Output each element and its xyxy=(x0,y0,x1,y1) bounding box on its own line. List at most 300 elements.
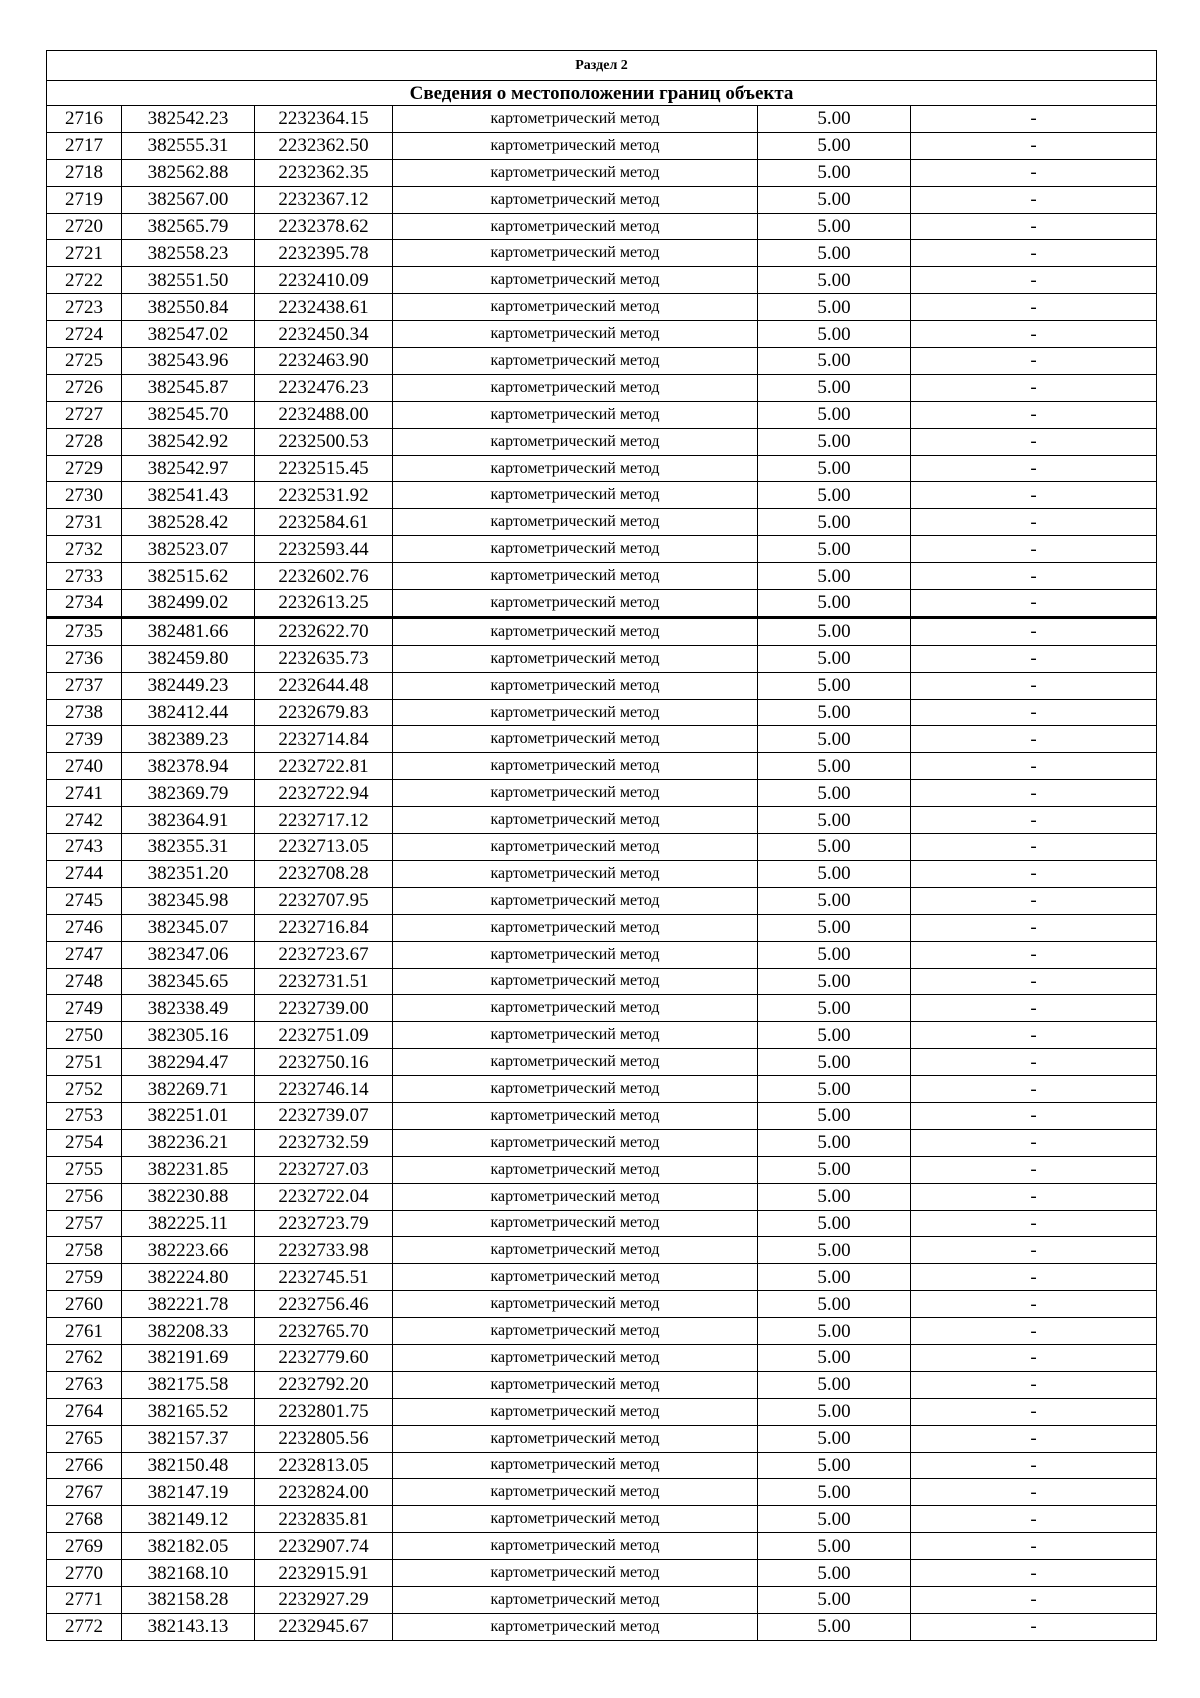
point-number-cell: 2771 xyxy=(47,1586,122,1613)
note-cell: - xyxy=(911,1318,1157,1345)
x-coordinate-cell: 382157.37 xyxy=(122,1425,255,1452)
method-cell: картометрический метод xyxy=(393,321,758,348)
note-cell: - xyxy=(911,645,1157,672)
note-cell: - xyxy=(911,914,1157,941)
y-coordinate-cell: 2232727.03 xyxy=(255,1156,393,1183)
x-coordinate-cell: 382345.65 xyxy=(122,968,255,995)
x-coordinate-cell: 382369.79 xyxy=(122,780,255,807)
y-coordinate-cell: 2232362.50 xyxy=(255,132,393,159)
method-cell: картометрический метод xyxy=(393,267,758,294)
note-cell: - xyxy=(911,1022,1157,1049)
point-number-cell: 2763 xyxy=(47,1371,122,1398)
y-coordinate-cell: 2232679.83 xyxy=(255,699,393,726)
accuracy-cell: 5.00 xyxy=(758,699,911,726)
method-cell: картометрический метод xyxy=(393,1452,758,1479)
note-cell: - xyxy=(911,1613,1157,1640)
table-row xyxy=(47,860,1157,887)
point-number-cell: 2766 xyxy=(47,1452,122,1479)
accuracy-cell: 5.00 xyxy=(758,1560,911,1587)
y-coordinate-cell: 2232739.00 xyxy=(255,995,393,1022)
method-cell: картометрический метод xyxy=(393,699,758,726)
x-coordinate-cell: 382412.44 xyxy=(122,699,255,726)
point-number-cell: 2719 xyxy=(47,186,122,213)
note-cell: - xyxy=(911,726,1157,753)
accuracy-cell: 5.00 xyxy=(758,1425,911,1452)
x-coordinate-cell: 382143.13 xyxy=(122,1613,255,1640)
x-coordinate-cell: 382149.12 xyxy=(122,1506,255,1533)
point-number-cell: 2757 xyxy=(47,1210,122,1237)
point-number-cell: 2717 xyxy=(47,132,122,159)
accuracy-cell: 5.00 xyxy=(758,645,911,672)
note-cell: - xyxy=(911,995,1157,1022)
accuracy-cell: 5.00 xyxy=(758,536,911,563)
y-coordinate-cell: 2232765.70 xyxy=(255,1318,393,1345)
note-cell: - xyxy=(911,860,1157,887)
accuracy-cell: 5.00 xyxy=(758,753,911,780)
y-coordinate-cell: 2232602.76 xyxy=(255,563,393,590)
table-row xyxy=(47,1506,1157,1533)
note-cell: - xyxy=(911,240,1157,267)
x-coordinate-cell: 382547.02 xyxy=(122,321,255,348)
note-cell: - xyxy=(911,321,1157,348)
point-number-cell: 2751 xyxy=(47,1049,122,1076)
method-cell: картометрический метод xyxy=(393,1560,758,1587)
y-coordinate-cell: 2232463.90 xyxy=(255,348,393,375)
x-coordinate-cell: 382345.07 xyxy=(122,914,255,941)
method-cell: картометрический метод xyxy=(393,1344,758,1371)
method-cell: картометрический метод xyxy=(393,1102,758,1129)
x-coordinate-cell: 382542.92 xyxy=(122,428,255,455)
table-row xyxy=(47,590,1157,618)
method-cell: картометрический метод xyxy=(393,536,758,563)
method-cell: картометрический метод xyxy=(393,213,758,240)
point-number-cell: 2734 xyxy=(47,590,122,618)
x-coordinate-cell: 382542.23 xyxy=(122,106,255,133)
table-row xyxy=(47,401,1157,428)
note-cell: - xyxy=(911,1237,1157,1264)
y-coordinate-cell: 2232716.84 xyxy=(255,914,393,941)
method-cell: картометрический метод xyxy=(393,132,758,159)
x-coordinate-cell: 382523.07 xyxy=(122,536,255,563)
y-coordinate-cell: 2232779.60 xyxy=(255,1344,393,1371)
x-coordinate-cell: 382528.42 xyxy=(122,509,255,536)
table-row xyxy=(47,1398,1157,1425)
accuracy-cell: 5.00 xyxy=(758,617,911,645)
note-cell: - xyxy=(911,213,1157,240)
point-number-cell: 2772 xyxy=(47,1613,122,1640)
section-title: Сведения о местоположении границ объекта xyxy=(47,81,1157,106)
point-number-cell: 2750 xyxy=(47,1022,122,1049)
accuracy-cell: 5.00 xyxy=(758,428,911,455)
point-number-cell: 2747 xyxy=(47,941,122,968)
y-coordinate-cell: 2232907.74 xyxy=(255,1533,393,1560)
table-row xyxy=(47,267,1157,294)
y-coordinate-cell: 2232708.28 xyxy=(255,860,393,887)
table-row xyxy=(47,294,1157,321)
y-coordinate-cell: 2232500.53 xyxy=(255,428,393,455)
point-number-cell: 2744 xyxy=(47,860,122,887)
x-coordinate-cell: 382208.33 xyxy=(122,1318,255,1345)
table-row xyxy=(47,240,1157,267)
note-cell: - xyxy=(911,1102,1157,1129)
point-number-cell: 2722 xyxy=(47,267,122,294)
boundary-table xyxy=(46,50,1157,1641)
x-coordinate-cell: 382551.50 xyxy=(122,267,255,294)
accuracy-cell: 5.00 xyxy=(758,294,911,321)
note-cell: - xyxy=(911,1129,1157,1156)
section-label-row xyxy=(47,51,1157,81)
y-coordinate-cell: 2232733.98 xyxy=(255,1237,393,1264)
note-cell: - xyxy=(911,617,1157,645)
x-coordinate-cell: 382223.66 xyxy=(122,1237,255,1264)
y-coordinate-cell: 2232723.79 xyxy=(255,1210,393,1237)
point-number-cell: 2755 xyxy=(47,1156,122,1183)
table-row xyxy=(47,509,1157,536)
accuracy-cell: 5.00 xyxy=(758,563,911,590)
note-cell: - xyxy=(911,106,1157,133)
table-row xyxy=(47,1102,1157,1129)
y-coordinate-cell: 2232805.56 xyxy=(255,1425,393,1452)
x-coordinate-cell: 382269.71 xyxy=(122,1076,255,1103)
point-number-cell: 2753 xyxy=(47,1102,122,1129)
point-number-cell: 2731 xyxy=(47,509,122,536)
table-row xyxy=(47,699,1157,726)
note-cell: - xyxy=(911,1344,1157,1371)
x-coordinate-cell: 382499.02 xyxy=(122,590,255,618)
note-cell: - xyxy=(911,699,1157,726)
x-coordinate-cell: 382338.49 xyxy=(122,995,255,1022)
accuracy-cell: 5.00 xyxy=(758,213,911,240)
table-row xyxy=(47,159,1157,186)
point-number-cell: 2761 xyxy=(47,1318,122,1345)
method-cell: картометрический метод xyxy=(393,968,758,995)
note-cell: - xyxy=(911,1586,1157,1613)
table-row xyxy=(47,132,1157,159)
y-coordinate-cell: 2232756.46 xyxy=(255,1291,393,1318)
table-row xyxy=(47,1156,1157,1183)
accuracy-cell: 5.00 xyxy=(758,780,911,807)
method-cell: картометрический метод xyxy=(393,995,758,1022)
x-coordinate-cell: 382150.48 xyxy=(122,1452,255,1479)
point-number-cell: 2735 xyxy=(47,617,122,645)
table-row xyxy=(47,186,1157,213)
method-cell: картометрический метод xyxy=(393,1318,758,1345)
note-cell: - xyxy=(911,267,1157,294)
point-number-cell: 2768 xyxy=(47,1506,122,1533)
x-coordinate-cell: 382168.10 xyxy=(122,1560,255,1587)
x-coordinate-cell: 382459.80 xyxy=(122,645,255,672)
point-number-cell: 2739 xyxy=(47,726,122,753)
note-cell: - xyxy=(911,1479,1157,1506)
point-number-cell: 2745 xyxy=(47,887,122,914)
point-number-cell: 2769 xyxy=(47,1533,122,1560)
section-title-row xyxy=(47,81,1157,106)
table-row xyxy=(47,321,1157,348)
accuracy-cell: 5.00 xyxy=(758,1237,911,1264)
x-coordinate-cell: 382182.05 xyxy=(122,1533,255,1560)
method-cell: картометрический метод xyxy=(393,1049,758,1076)
note-cell: - xyxy=(911,1183,1157,1210)
point-number-cell: 2740 xyxy=(47,753,122,780)
point-number-cell: 2754 xyxy=(47,1129,122,1156)
table-row xyxy=(47,563,1157,590)
accuracy-cell: 5.00 xyxy=(758,267,911,294)
table-row xyxy=(47,1371,1157,1398)
method-cell: картометрический метод xyxy=(393,1210,758,1237)
x-coordinate-cell: 382251.01 xyxy=(122,1102,255,1129)
method-cell: картометрический метод xyxy=(393,509,758,536)
note-cell: - xyxy=(911,807,1157,834)
y-coordinate-cell: 2232713.05 xyxy=(255,834,393,861)
y-coordinate-cell: 2232450.34 xyxy=(255,321,393,348)
note-cell: - xyxy=(911,941,1157,968)
x-coordinate-cell: 382555.31 xyxy=(122,132,255,159)
y-coordinate-cell: 2232488.00 xyxy=(255,401,393,428)
x-coordinate-cell: 382175.58 xyxy=(122,1371,255,1398)
note-cell: - xyxy=(911,509,1157,536)
table-row xyxy=(47,348,1157,375)
accuracy-cell: 5.00 xyxy=(758,672,911,699)
point-number-cell: 2721 xyxy=(47,240,122,267)
point-number-cell: 2764 xyxy=(47,1398,122,1425)
accuracy-cell: 5.00 xyxy=(758,860,911,887)
table-row xyxy=(47,374,1157,401)
method-cell: картометрический метод xyxy=(393,1586,758,1613)
note-cell: - xyxy=(911,348,1157,375)
section-label: Раздел 2 xyxy=(47,51,1157,81)
point-number-cell: 2743 xyxy=(47,834,122,861)
method-cell: картометрический метод xyxy=(393,374,758,401)
note-cell: - xyxy=(911,968,1157,995)
method-cell: картометрический метод xyxy=(393,1479,758,1506)
point-number-cell: 2756 xyxy=(47,1183,122,1210)
x-coordinate-cell: 382345.98 xyxy=(122,887,255,914)
y-coordinate-cell: 2232792.20 xyxy=(255,1371,393,1398)
point-number-cell: 2737 xyxy=(47,672,122,699)
point-number-cell: 2718 xyxy=(47,159,122,186)
table-row xyxy=(47,914,1157,941)
accuracy-cell: 5.00 xyxy=(758,590,911,618)
x-coordinate-cell: 382224.80 xyxy=(122,1264,255,1291)
table-row xyxy=(47,968,1157,995)
point-number-cell: 2725 xyxy=(47,348,122,375)
y-coordinate-cell: 2232584.61 xyxy=(255,509,393,536)
table-row xyxy=(47,1022,1157,1049)
x-coordinate-cell: 382230.88 xyxy=(122,1183,255,1210)
table-row xyxy=(47,1318,1157,1345)
accuracy-cell: 5.00 xyxy=(758,186,911,213)
point-number-cell: 2767 xyxy=(47,1479,122,1506)
method-cell: картометрический метод xyxy=(393,1506,758,1533)
table-row xyxy=(47,1129,1157,1156)
point-number-cell: 2746 xyxy=(47,914,122,941)
accuracy-cell: 5.00 xyxy=(758,1533,911,1560)
note-cell: - xyxy=(911,563,1157,590)
method-cell: картометрический метод xyxy=(393,294,758,321)
table-row xyxy=(47,1425,1157,1452)
y-coordinate-cell: 2232746.14 xyxy=(255,1076,393,1103)
table-row xyxy=(47,428,1157,455)
y-coordinate-cell: 2232515.45 xyxy=(255,455,393,482)
y-coordinate-cell: 2232362.35 xyxy=(255,159,393,186)
y-coordinate-cell: 2232644.48 xyxy=(255,672,393,699)
point-number-cell: 2728 xyxy=(47,428,122,455)
note-cell: - xyxy=(911,887,1157,914)
note-cell: - xyxy=(911,294,1157,321)
x-coordinate-cell: 382545.70 xyxy=(122,401,255,428)
y-coordinate-cell: 2232476.23 xyxy=(255,374,393,401)
accuracy-cell: 5.00 xyxy=(758,1452,911,1479)
x-coordinate-cell: 382565.79 xyxy=(122,213,255,240)
note-cell: - xyxy=(911,401,1157,428)
table-row xyxy=(47,995,1157,1022)
note-cell: - xyxy=(911,536,1157,563)
y-coordinate-cell: 2232707.95 xyxy=(255,887,393,914)
table-row xyxy=(47,1533,1157,1560)
table-row xyxy=(47,941,1157,968)
note-cell: - xyxy=(911,753,1157,780)
method-cell: картометрический метод xyxy=(393,401,758,428)
method-cell: картометрический метод xyxy=(393,834,758,861)
method-cell: картометрический метод xyxy=(393,753,758,780)
x-coordinate-cell: 382231.85 xyxy=(122,1156,255,1183)
note-cell: - xyxy=(911,672,1157,699)
accuracy-cell: 5.00 xyxy=(758,1371,911,1398)
method-cell: картометрический метод xyxy=(393,914,758,941)
y-coordinate-cell: 2232739.07 xyxy=(255,1102,393,1129)
y-coordinate-cell: 2232378.62 xyxy=(255,213,393,240)
y-coordinate-cell: 2232722.81 xyxy=(255,753,393,780)
method-cell: картометрический метод xyxy=(393,240,758,267)
y-coordinate-cell: 2232723.67 xyxy=(255,941,393,968)
y-coordinate-cell: 2232835.81 xyxy=(255,1506,393,1533)
accuracy-cell: 5.00 xyxy=(758,807,911,834)
note-cell: - xyxy=(911,1506,1157,1533)
y-coordinate-cell: 2232722.04 xyxy=(255,1183,393,1210)
table-row xyxy=(47,1049,1157,1076)
x-coordinate-cell: 382550.84 xyxy=(122,294,255,321)
accuracy-cell: 5.00 xyxy=(758,1613,911,1640)
x-coordinate-cell: 382545.87 xyxy=(122,374,255,401)
note-cell: - xyxy=(911,834,1157,861)
note-cell: - xyxy=(911,1560,1157,1587)
method-cell: картометрический метод xyxy=(393,860,758,887)
table-row xyxy=(47,1183,1157,1210)
note-cell: - xyxy=(911,1210,1157,1237)
accuracy-cell: 5.00 xyxy=(758,834,911,861)
method-cell: картометрический метод xyxy=(393,887,758,914)
method-cell: картометрический метод xyxy=(393,1183,758,1210)
table-row xyxy=(47,672,1157,699)
method-cell: картометрический метод xyxy=(393,726,758,753)
x-coordinate-cell: 382191.69 xyxy=(122,1344,255,1371)
note-cell: - xyxy=(911,186,1157,213)
method-cell: картометрический метод xyxy=(393,672,758,699)
accuracy-cell: 5.00 xyxy=(758,455,911,482)
x-coordinate-cell: 382221.78 xyxy=(122,1291,255,1318)
table-body xyxy=(47,51,1157,1641)
point-number-cell: 2760 xyxy=(47,1291,122,1318)
x-coordinate-cell: 382294.47 xyxy=(122,1049,255,1076)
accuracy-cell: 5.00 xyxy=(758,887,911,914)
note-cell: - xyxy=(911,428,1157,455)
accuracy-cell: 5.00 xyxy=(758,941,911,968)
table-row xyxy=(47,106,1157,133)
y-coordinate-cell: 2232915.91 xyxy=(255,1560,393,1587)
table-row xyxy=(47,807,1157,834)
method-cell: картометрический метод xyxy=(393,159,758,186)
point-number-cell: 2741 xyxy=(47,780,122,807)
table-row xyxy=(47,1344,1157,1371)
table-row xyxy=(47,213,1157,240)
x-coordinate-cell: 382515.62 xyxy=(122,563,255,590)
point-number-cell: 2732 xyxy=(47,536,122,563)
x-coordinate-cell: 382158.28 xyxy=(122,1586,255,1613)
y-coordinate-cell: 2232613.25 xyxy=(255,590,393,618)
note-cell: - xyxy=(911,1076,1157,1103)
accuracy-cell: 5.00 xyxy=(758,1479,911,1506)
method-cell: картометрический метод xyxy=(393,1425,758,1452)
x-coordinate-cell: 382355.31 xyxy=(122,834,255,861)
accuracy-cell: 5.00 xyxy=(758,726,911,753)
point-number-cell: 2726 xyxy=(47,374,122,401)
point-number-cell: 2730 xyxy=(47,482,122,509)
note-cell: - xyxy=(911,780,1157,807)
accuracy-cell: 5.00 xyxy=(758,1022,911,1049)
y-coordinate-cell: 2232622.70 xyxy=(255,617,393,645)
point-number-cell: 2729 xyxy=(47,455,122,482)
y-coordinate-cell: 2232751.09 xyxy=(255,1022,393,1049)
accuracy-cell: 5.00 xyxy=(758,509,911,536)
method-cell: картометрический метод xyxy=(393,1237,758,1264)
point-number-cell: 2758 xyxy=(47,1237,122,1264)
x-coordinate-cell: 382542.97 xyxy=(122,455,255,482)
point-number-cell: 2759 xyxy=(47,1264,122,1291)
point-number-cell: 2749 xyxy=(47,995,122,1022)
y-coordinate-cell: 2232813.05 xyxy=(255,1452,393,1479)
y-coordinate-cell: 2232927.29 xyxy=(255,1586,393,1613)
accuracy-cell: 5.00 xyxy=(758,106,911,133)
accuracy-cell: 5.00 xyxy=(758,1076,911,1103)
accuracy-cell: 5.00 xyxy=(758,995,911,1022)
point-number-cell: 2733 xyxy=(47,563,122,590)
y-coordinate-cell: 2232635.73 xyxy=(255,645,393,672)
x-coordinate-cell: 382543.96 xyxy=(122,348,255,375)
accuracy-cell: 5.00 xyxy=(758,374,911,401)
method-cell: картометрический метод xyxy=(393,1291,758,1318)
table-row xyxy=(47,780,1157,807)
y-coordinate-cell: 2232731.51 xyxy=(255,968,393,995)
x-coordinate-cell: 382236.21 xyxy=(122,1129,255,1156)
point-number-cell: 2736 xyxy=(47,645,122,672)
accuracy-cell: 5.00 xyxy=(758,159,911,186)
accuracy-cell: 5.00 xyxy=(758,482,911,509)
note-cell: - xyxy=(911,374,1157,401)
accuracy-cell: 5.00 xyxy=(758,1129,911,1156)
accuracy-cell: 5.00 xyxy=(758,1586,911,1613)
point-number-cell: 2720 xyxy=(47,213,122,240)
note-cell: - xyxy=(911,590,1157,618)
note-cell: - xyxy=(911,1425,1157,1452)
note-cell: - xyxy=(911,1371,1157,1398)
method-cell: картометрический метод xyxy=(393,428,758,455)
accuracy-cell: 5.00 xyxy=(758,1049,911,1076)
method-cell: картометрический метод xyxy=(393,1076,758,1103)
accuracy-cell: 5.00 xyxy=(758,1102,911,1129)
table-row xyxy=(47,1291,1157,1318)
table-row xyxy=(47,645,1157,672)
point-number-cell: 2765 xyxy=(47,1425,122,1452)
